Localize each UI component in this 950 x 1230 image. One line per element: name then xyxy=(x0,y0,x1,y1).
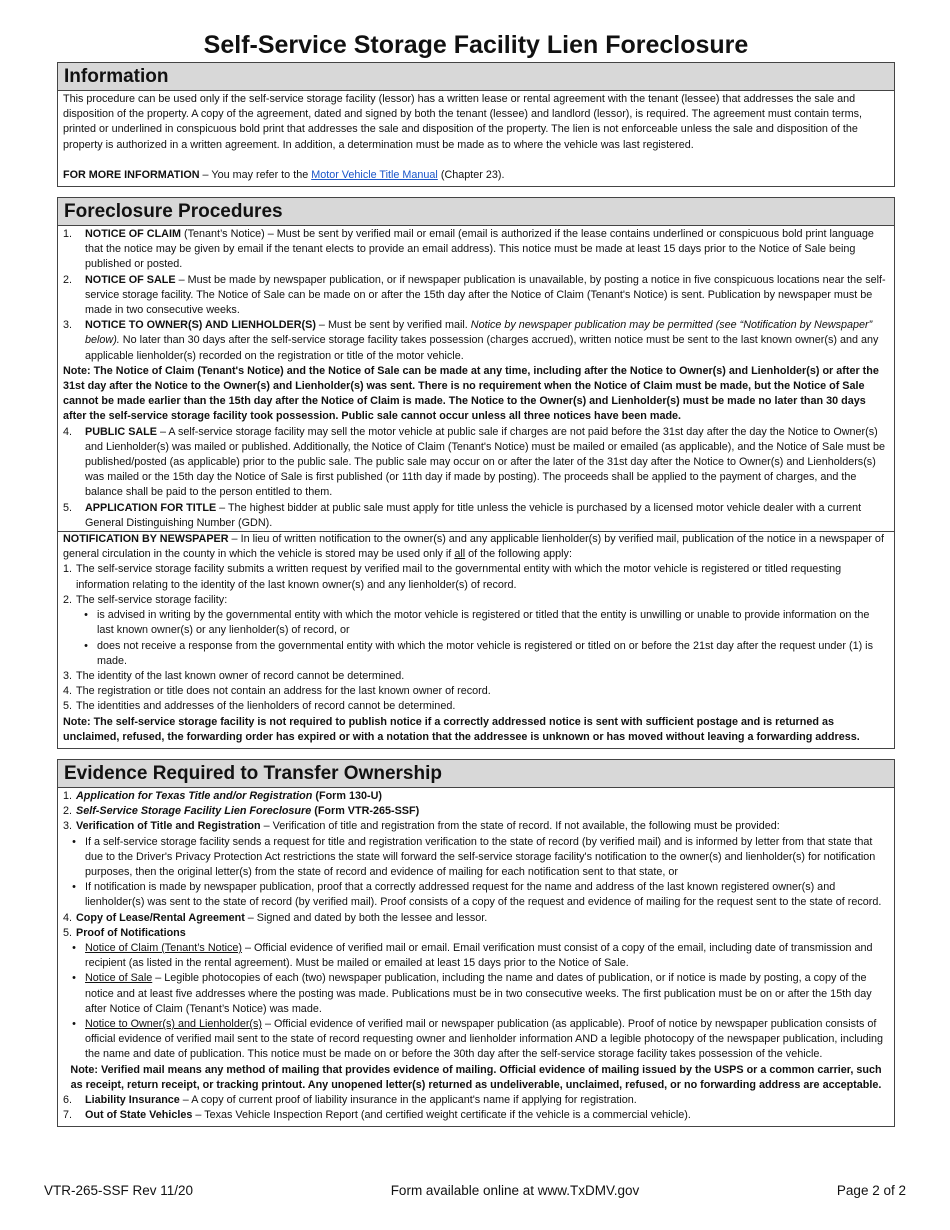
item-label: NOTICE OF SALE xyxy=(85,273,176,286)
more-info-text: – You may refer to the xyxy=(199,168,312,181)
list-item xyxy=(63,318,889,364)
bullet-item xyxy=(63,835,889,881)
item-text: – Signed and dated by both the lessee and lessor. xyxy=(244,911,488,924)
bullet-icon: • xyxy=(72,835,76,848)
item-number: 4. xyxy=(63,425,73,438)
list-item xyxy=(63,684,889,699)
bullet-icon: • xyxy=(84,639,88,652)
bullet-item xyxy=(63,608,889,638)
item-number: 4. xyxy=(63,685,73,698)
bullet-item xyxy=(63,1017,889,1063)
item-number: 2. xyxy=(63,593,73,606)
item-label: Verification of Title and Registration xyxy=(76,820,261,833)
item-label: APPLICATION FOR TITLE xyxy=(85,501,217,514)
bullet-text: – Official evidence of verified mail or email. Email verification must consist of a copy of the email, including date of transmission and recipient (as listed in the rental agreement). Must be mailed or emailed at least 15 days prior to the Notice of Sale. xyxy=(85,941,873,970)
procedures-note: Note: The Notice of Claim (Tenant's Notice) and the Notice of Sale can be made at any time, including after the Notice to Owner(s) and Lienholder(s) or after the 31st day after the Notice to the Owner(s) and Lienholder(s) was sent. There is no requirement when the Notice of Claim must be made, but the Notice of Sale cannot be made earlier than the 15th day after the Notice of Claim is made. The Notice to the Owner(s) and Lienholder(s) must be made no later than 30 days after the self-service storage facility took possession. Public sale cannot occur unless all three notices have been made. xyxy=(63,364,879,423)
list-item xyxy=(63,593,889,608)
bullet-text: If notification is made by newspaper publication, proof that a correctly addressed request for the name and address of the last known registered owner(s) and lienholder(s) was sent to the state of record (by verified mail). Proof consists of a copy of the request and evidence of mailing for the request sent to the state of record. xyxy=(85,881,882,909)
item-number: 5. xyxy=(63,501,73,514)
item-label: Out of State Vehicles xyxy=(85,1109,193,1122)
page-number: Page 2 of 2 xyxy=(836,1183,906,1198)
item-label: NOTICE OF CLAIM xyxy=(85,228,181,241)
list-item xyxy=(63,562,889,592)
bullet-item xyxy=(63,639,889,669)
item-number: 4. xyxy=(63,911,73,924)
newspaper-notification-paragraph xyxy=(63,532,889,562)
bullet-item xyxy=(63,941,889,971)
item-text: No later than 30 days after the self-service storage facility takes possession (charges accrued), written notice must be sent to the last known owner(s) and any applicable lienholder(s) recorded on the registration or title of the motor vehicle. xyxy=(85,334,879,362)
item-text: – Texas Vehicle Inspection Report (and certified weight certificate if the vehicle is a commercial vehicle). xyxy=(192,1109,691,1122)
bullet-text: – Official evidence of verified mail or newspaper publication (as applicable). Proof of notice by newspaper publication consists of official evidence of verified mail sent to the state of record requesting owner and lienholder information AND a legible photocopy of the newspaper publication, including the name and date of publication. This notice must be made on or before the 30th day after the self-service storage facility takes possession of the vehicle. xyxy=(85,1017,884,1061)
item-number: 5. xyxy=(63,700,73,713)
item-italic-text: Notice by newspaper publication may be permitted (see “Notification by Newspaper” below). xyxy=(85,319,873,347)
foreclosure-section xyxy=(57,197,895,749)
item-text: – Must be made by newspaper publication, or if newspaper publication is unavailable, by posting a notice in five conspicuous locations near the self-service storage facility. The Notice of Sale can be made on or after the 15th day after the Notice of Claim (Tenant's Notice) is sent. Publication by newspaper must be made in two consecutive weeks. xyxy=(85,273,886,317)
item-number: 2. xyxy=(63,273,73,286)
document-page xyxy=(57,0,895,1127)
form-revision: VTR-265-SSF Rev 11/20 xyxy=(44,1183,194,1198)
item-text: – Verification of title and registration from the state of record. If not available, the following must be provided: xyxy=(260,820,780,833)
list-item xyxy=(63,501,889,531)
list-item xyxy=(63,911,889,926)
item-label: NOTICE TO OWNER(S) AND LIENHOLDER(S) xyxy=(85,319,316,332)
item-text: – A self-service storage facility may sell the motor vehicle at public sale if charges are not paid before the 31st day after the day the Notice to Owner(s) and Lienholder(s) was mailed or published. Additionally, the Notice of Claim (Tenant's Notice) must be mailed or emailed (as applicable), and the Notice of Sale must be published/posted (as applicable) prior to the public sale. The public sale may occur on or after the later of the 31st day after the Notice to Owner(s) and Lienholders(s) was mailed or the 15th day the Notice of Sale is first published (or 11th day if made by posting). The proceeds shall be applied to the payment of charges, and the balance shall be paid to the person entitled to them. xyxy=(85,425,886,499)
form-number: (Form 130-U) xyxy=(312,789,382,802)
list-item xyxy=(63,1093,889,1108)
more-info-chapter: (Chapter 23). xyxy=(437,168,505,181)
evidence-section xyxy=(57,759,895,1127)
information-section xyxy=(57,62,895,187)
bullet-icon: • xyxy=(72,941,76,954)
page-footer xyxy=(44,1183,906,1198)
list-item xyxy=(63,926,889,941)
form-online-notice: Form available online at www.TxDMV.gov xyxy=(390,1183,640,1198)
newspaper-label: NOTIFICATION BY NEWSPAPER xyxy=(63,533,229,546)
form-number: (Form VTR-265-SSF) xyxy=(311,805,420,818)
list-item xyxy=(63,227,889,273)
item-number: 3. xyxy=(63,319,73,332)
list-item xyxy=(63,669,889,684)
item-label: Copy of Lease/Rental Agreement xyxy=(76,911,245,924)
bullet-text: does not receive a response from the governmental entity with which the motor vehicle is registered or titled on or before the 21st day after the request under (1) is made. xyxy=(97,639,873,667)
verified-mail-note: Note: Verified mail means any method of mailing that provides evidence of mailing. Official evidence of mailing issued by the USPS or a common carrier, such as receipt, return receipt, or tracking printout. Any unopened letter(s) returned as undeliverable, unclaimed, refused, or no forwarding address are acceptable. xyxy=(70,1063,882,1091)
item-text: The identity of the last known owner of record cannot be determined. xyxy=(76,669,405,682)
item-number: 2. xyxy=(63,805,73,818)
foreclosure-heading: Foreclosure Procedures xyxy=(58,198,894,226)
bullet-label: Notice to Owner(s) and Lienholder(s) xyxy=(85,1017,263,1030)
page-title: Self-Service Storage Facility Lien Foreclosure xyxy=(203,31,749,59)
bullet-text: – Legible photocopies of each (two) newspaper publication, including the name and dates of publication, or if notice is made by posting, a copy of the notice and at least five addresses where the posting was made. Publications must be in two consecutive weeks. The first publication must be on or after the 15th day after Notice of Claim (Tenant’s Notice) was made. xyxy=(85,972,872,1015)
item-number: 1. xyxy=(63,228,73,241)
motor-vehicle-title-manual-link[interactable]: Motor Vehicle Title Manual xyxy=(311,168,438,181)
information-heading: Information xyxy=(58,63,894,91)
item-number: 1. xyxy=(63,789,73,802)
item-number: 3. xyxy=(63,820,73,833)
item-text: The self-service storage facility submits a written request by verified mail to the governmental entity with which the motor vehicle is registered or titled requesting information relating to the identity of the last known owner(s) and any lienholder(s) of record. xyxy=(76,563,842,591)
list-item xyxy=(63,819,889,834)
item-label: Liability Insurance xyxy=(85,1093,180,1106)
bullet-item xyxy=(63,971,889,1017)
bullet-icon: • xyxy=(72,1017,76,1030)
bullet-text: If a self-service storage facility sends a request for title and registration verification to the state of record (by verified mail) and is informed by letter from that state that due to the Driver's Privacy Protection Act restrictions the state will forward the self-service storage facility's notification to the owner(s) and lienholder(s) for notification purposes, then the original letter(s) from the state of record and evidence of mailing for each notification sent to that state, or xyxy=(85,835,876,878)
item-text: – A copy of current proof of liability insurance in the applicant's name if applying for registration. xyxy=(179,1093,637,1106)
list-item xyxy=(63,425,889,501)
bullet-item xyxy=(63,880,889,910)
item-text: – Must be sent by verified mail. xyxy=(315,319,471,332)
bullet-icon: • xyxy=(84,609,88,622)
newspaper-note: Note: The self-service storage facility is not required to publish notice if a correctly addressed notice is sent with sufficient postage and is returned as unclaimed, refused, the forwarding order has expired or with a notation that the addressee is unknown or has moved without leaving a forwarding address. xyxy=(63,715,860,743)
list-item xyxy=(63,804,889,819)
form-name: Application for Texas Title and/or Registration xyxy=(76,789,313,802)
information-paragraph: This procedure can be used only if the self-service storage facility (lessor) has a written lease or rental agreement with the tenant (lessee) that addresses the sale and disposition of the property. A copy of the agreement, dated and signed by both the tenant (lessee) and landlord (lessor), is required. The agreement must contain terms, printed or underlined in conspicuous bold print that addresses the sale and disposition of the property. The lien is not enforceable unless the sale and disposition of the property is authorized in a written agreement. In addition, a determination must be made as to where the vehicle was last registered. xyxy=(63,93,863,151)
item-number: 3. xyxy=(63,669,73,682)
item-text: The registration or title does not contain an address for the last known owner of record. xyxy=(76,685,491,698)
bullet-label: Notice of Sale xyxy=(85,972,153,985)
item-text: (Tenant’s Notice) – Must be sent by verified mail or email (email is authorized if the lease contains underlined or conspicuous bold print language that the notice may be given by email if the tenant elects to provide an email address). This notice must be made at least 15 days prior to the Notice of Sale being published or posted. xyxy=(85,228,874,271)
item-number: 6. xyxy=(63,1093,73,1106)
item-label: Proof of Notifications xyxy=(76,926,186,939)
item-label: PUBLIC SALE xyxy=(85,425,157,438)
item-number: 7. xyxy=(63,1109,73,1122)
newspaper-all: all xyxy=(454,548,466,561)
item-text: The self-service storage facility: xyxy=(76,593,228,606)
more-info-label: FOR MORE INFORMATION xyxy=(63,168,200,181)
bullet-icon: • xyxy=(72,972,76,985)
newspaper-text: – In lieu of written notification to the owner(s) and any applicable lienholder(s) by verified mail, publication of the notice in a newspaper of general circulation in the county in which the vehicle is stored may be used only if xyxy=(63,533,884,561)
list-item xyxy=(63,1108,889,1123)
newspaper-text-end: of the following apply: xyxy=(465,548,572,561)
more-info-line xyxy=(63,168,889,183)
list-item xyxy=(63,789,889,804)
item-number: 1. xyxy=(63,563,73,576)
list-item xyxy=(63,273,889,319)
item-text: – The highest bidder at public sale must apply for title unless the vehicle is purchased by a licensed motor vehicle dealer with a current General Distinguishing Number (GDN). xyxy=(85,501,862,529)
item-number: 5. xyxy=(63,926,73,939)
bullet-label: Notice of Claim (Tenant’s Notice) xyxy=(85,941,243,954)
item-text: The identities and addresses of the lienholders of record cannot be determined. xyxy=(76,700,456,713)
evidence-heading: Evidence Required to Transfer Ownership xyxy=(58,760,894,788)
list-item xyxy=(63,699,889,714)
bullet-icon: • xyxy=(72,881,76,894)
bullet-text: is advised in writing by the governmental entity with which the motor vehicle is registered or titled that the entity is unwilling or unable to provide information on the last known owner(s) or any lienholder(s) of record, or xyxy=(97,609,870,637)
form-name: Self-Service Storage Facility Lien Foreclosure xyxy=(76,805,312,818)
